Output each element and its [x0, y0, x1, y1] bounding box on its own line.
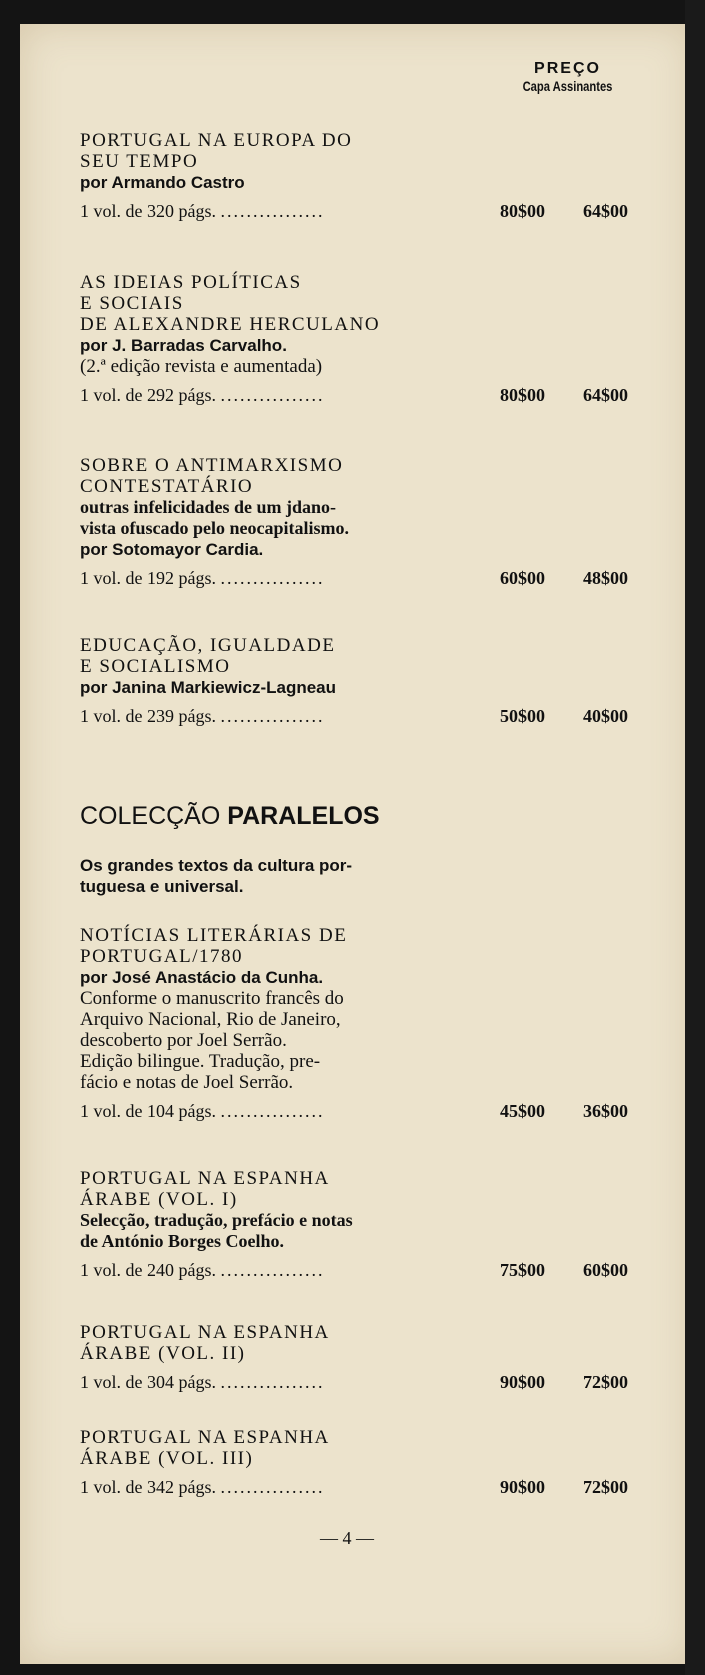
price-capa: 45$00	[500, 1101, 545, 1121]
book-title-line: EDUCAÇÃO, IGUALDADE	[80, 635, 336, 656]
page-edge	[685, 0, 705, 1675]
book-entry	[80, 1322, 660, 1396]
book-entry	[80, 1427, 660, 1501]
book-description: Conforme o manuscrito francês do	[80, 988, 344, 1009]
price-assinantes: 64$00	[583, 385, 628, 405]
price-assinantes: 40$00	[583, 706, 628, 726]
book-title-line: NOTÍCIAS LITERÁRIAS DE	[80, 925, 348, 946]
price-capa: 60$00	[500, 568, 545, 588]
book-entry	[80, 1168, 660, 1284]
volume-info: 1 vol. de 192 págs.	[80, 568, 216, 588]
book-description: fácio e notas de Joel Serrão.	[80, 1072, 294, 1093]
price-assinantes: 36$00	[583, 1101, 628, 1121]
section-description-line: tuguesa e universal.	[80, 877, 244, 896]
section-title-name: PARALELOS	[227, 802, 380, 830]
book-entry	[80, 925, 660, 1125]
leader-dots: ................	[220, 568, 325, 588]
book-title-line: ÁRABE (VOL. III)	[80, 1448, 254, 1469]
book-entry	[80, 272, 660, 409]
book-title-line: PORTUGAL NA EUROPA DO	[80, 130, 353, 151]
price-capa: 80$00	[500, 385, 545, 405]
volume-info: 1 vol. de 239 págs.	[80, 706, 216, 726]
volume-info: 1 vol. de 104 págs.	[80, 1101, 216, 1121]
volume-row	[80, 1101, 660, 1125]
book-description: outras infelicidades de um jdano-	[80, 497, 337, 517]
price-capa: 50$00	[500, 706, 545, 726]
book-description: Selecção, tradução, prefácio e notas	[80, 1210, 353, 1230]
book-author: por José Anastácio da Cunha.	[80, 968, 324, 987]
volume-info: 1 vol. de 320 págs.	[80, 201, 216, 221]
price-assinantes: 72$00	[583, 1372, 628, 1392]
volume-info: 1 vol. de 342 págs.	[80, 1477, 216, 1497]
book-description: Arquivo Nacional, Rio de Janeiro,	[80, 1009, 341, 1030]
book-description: descoberto por Joel Serrão.	[80, 1030, 287, 1051]
book-description: Edição bilingue. Tradução, pre-	[80, 1051, 321, 1072]
leader-dots: ................	[220, 1260, 325, 1280]
price-assinantes: 72$00	[583, 1477, 628, 1497]
section-description	[80, 855, 480, 897]
book-title-line: ÁRABE (VOL. I)	[80, 1189, 238, 1210]
book-title-line: PORTUGAL NA ESPANHA	[80, 1427, 330, 1448]
volume-row	[80, 385, 660, 409]
book-title-line: CONTESTATÁRIO	[80, 476, 254, 497]
price-capa: 90$00	[500, 1477, 545, 1497]
book-title-line: SOBRE O ANTIMARXISMO	[80, 455, 344, 476]
book-title-line: PORTUGAL/1780	[80, 946, 243, 967]
price-capa: 90$00	[500, 1372, 545, 1392]
volume-row	[80, 1260, 660, 1284]
book-entry	[80, 635, 660, 730]
volume-row	[80, 1372, 660, 1396]
leader-dots: ................	[220, 706, 325, 726]
section-title-prefix: COLECÇÃO	[80, 802, 221, 830]
book-title-line: PORTUGAL NA ESPANHA	[80, 1168, 330, 1189]
book-title-line: PORTUGAL NA ESPANHA	[80, 1322, 330, 1343]
book-title-line: E SOCIALISMO	[80, 656, 231, 677]
price-header-subtitle: Capa Assinantes	[522, 78, 613, 94]
book-title-line: ÁRABE (VOL. II)	[80, 1343, 246, 1364]
volume-info: 1 vol. de 292 págs.	[80, 385, 216, 405]
book-title-line: AS IDEIAS POLÍTICAS	[80, 272, 302, 293]
section-title	[80, 802, 380, 831]
book-author: por Sotomayor Cardia.	[80, 540, 264, 559]
book-description: vista ofuscado pelo neocapitalismo.	[80, 518, 350, 538]
volume-row	[80, 706, 660, 730]
book-author: por Janina Markiewicz-Lagneau	[80, 678, 337, 697]
book-title-line: E SOCIAIS	[80, 293, 184, 314]
volume-row	[80, 1477, 660, 1501]
leader-dots: ................	[220, 1477, 325, 1497]
leader-dots: ................	[220, 385, 325, 405]
price-assinantes: 64$00	[583, 201, 628, 221]
book-entry	[80, 455, 660, 592]
book-description: de António Borges Coelho.	[80, 1231, 285, 1251]
book-entry	[80, 130, 660, 225]
price-header-title: PREÇO	[534, 60, 601, 77]
book-title-line: SEU TEMPO	[80, 151, 199, 172]
volume-info: 1 vol. de 240 págs.	[80, 1260, 216, 1280]
page-number: — 4 —	[320, 1528, 374, 1548]
price-assinantes: 48$00	[583, 568, 628, 588]
volume-row	[80, 568, 660, 592]
price-capa: 80$00	[500, 201, 545, 221]
volume-info: 1 vol. de 304 págs.	[80, 1372, 216, 1392]
book-edition-note: (2.ª edição revista e aumentada)	[80, 356, 323, 377]
price-capa: 75$00	[500, 1260, 545, 1280]
price-header	[475, 60, 660, 94]
book-author: por Armando Castro	[80, 173, 245, 192]
section-description-line: Os grandes textos da cultura por-	[80, 856, 353, 875]
leader-dots: ................	[220, 1372, 325, 1392]
book-author: por J. Barradas Carvalho.	[80, 336, 287, 355]
leader-dots: ................	[220, 201, 325, 221]
volume-row	[80, 201, 660, 225]
catalog-page	[20, 24, 692, 1664]
book-title-line: DE ALEXANDRE HERCULANO	[80, 314, 381, 335]
price-assinantes: 60$00	[583, 1260, 628, 1280]
leader-dots: ................	[220, 1101, 325, 1121]
